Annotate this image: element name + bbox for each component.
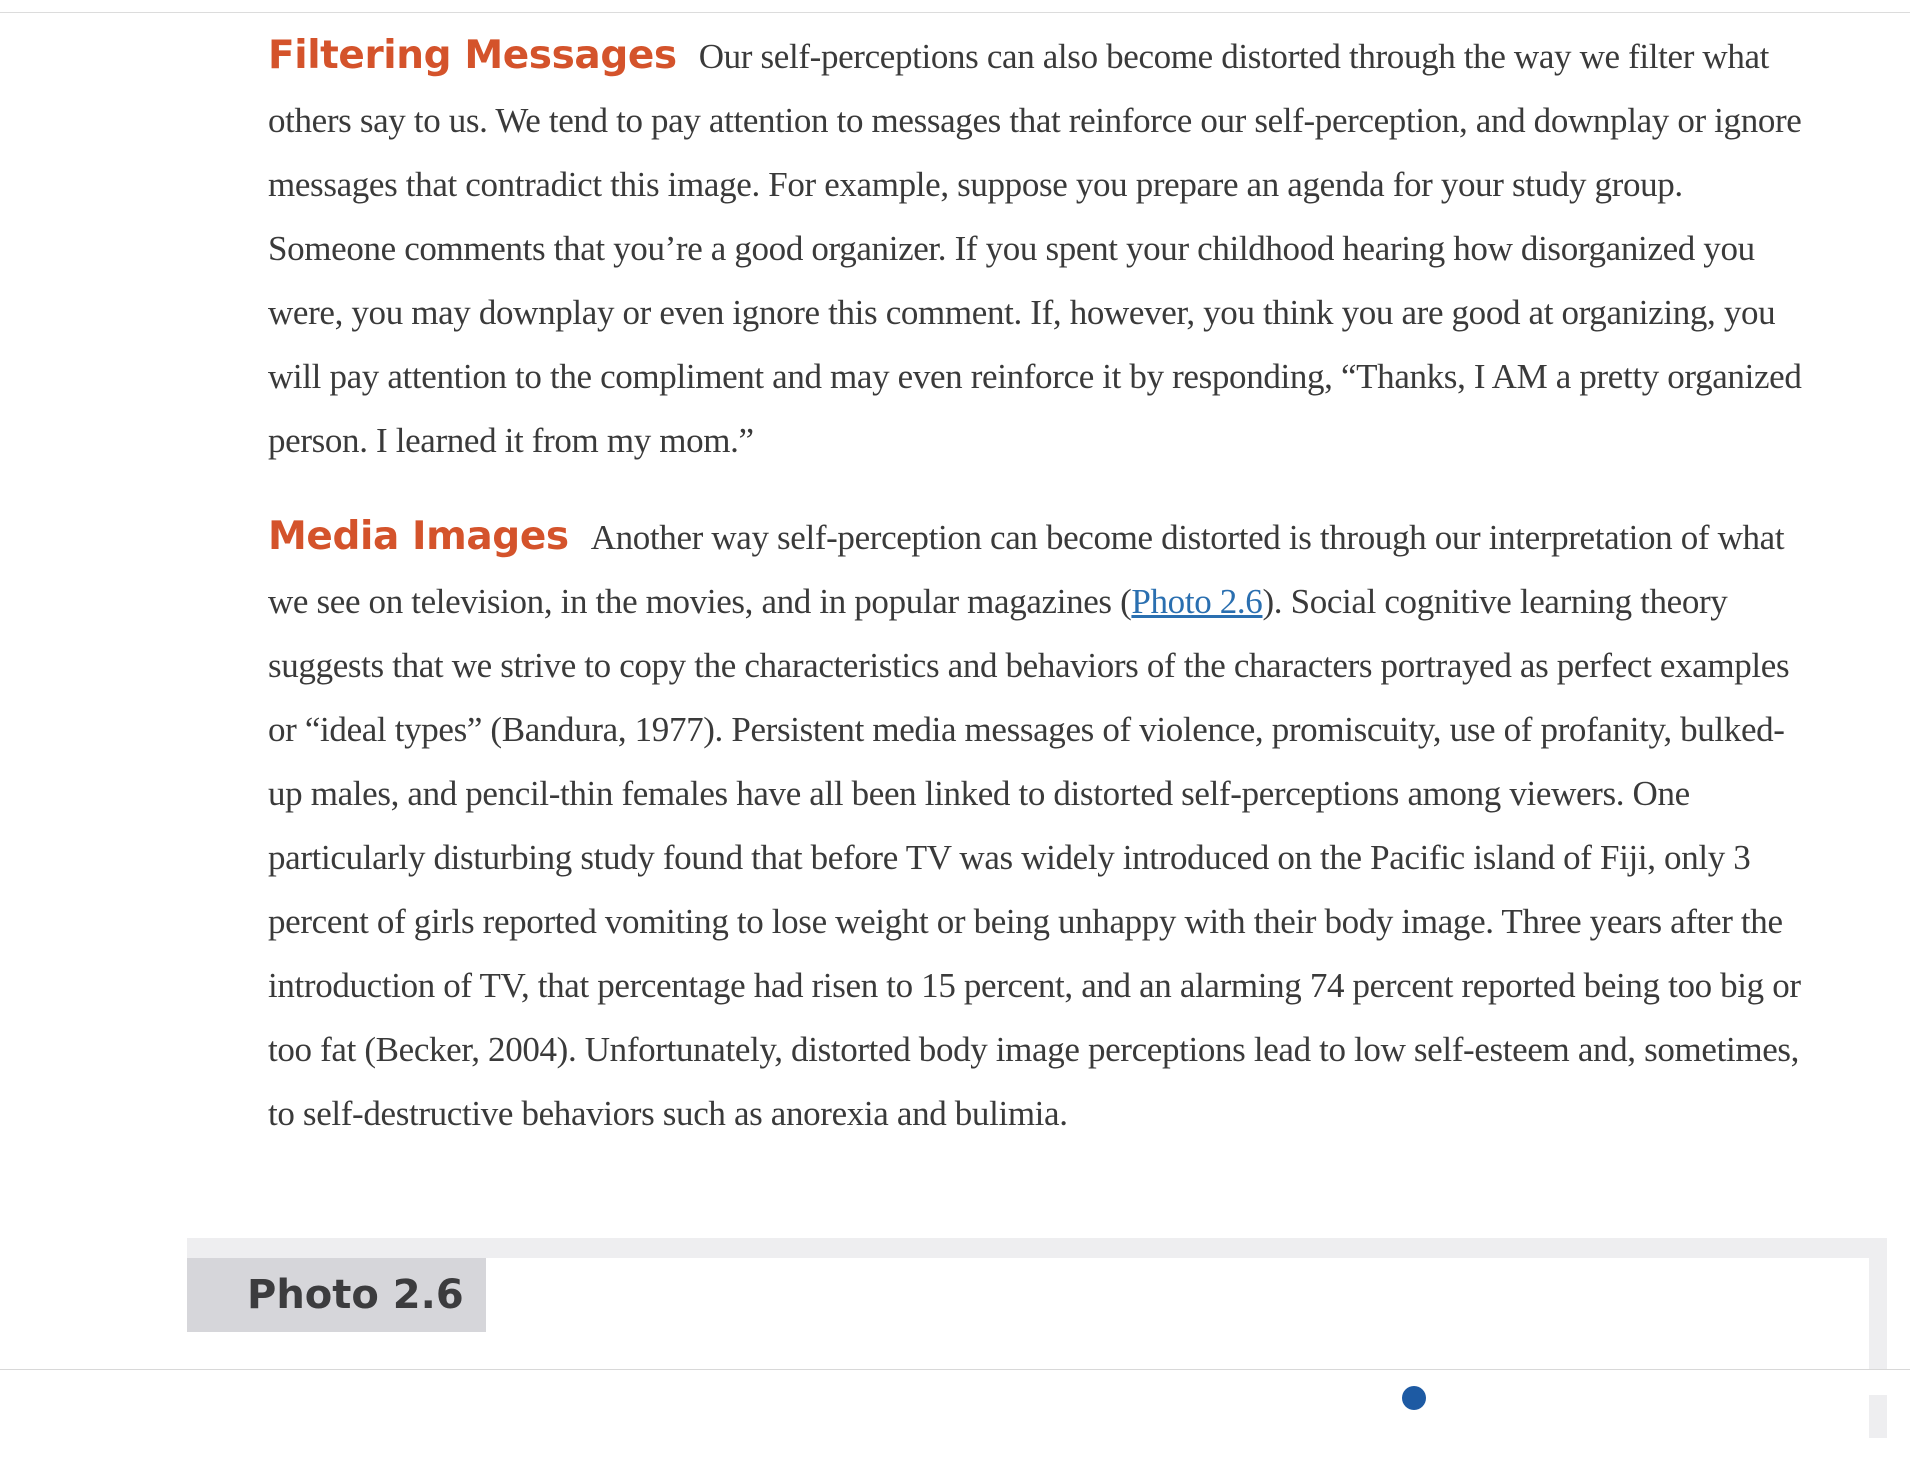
media-images-text-start: Another way self-perception can become distorted is through our interpretation of what we see on television, in the movies, and in popular magazines ( <box>268 518 1785 621</box>
media-images-paragraph <box>268 505 1818 1146</box>
filtering-messages-text: Our self-perceptions can also become distorted through the way we filter what others say to us. We tend to pay attention to messages that reinforce our self-perception, and downplay or ignore messages that contradict this image. For example, suppose you prepare an agenda for your study group. Someone comments that you’re a good organizer. If you spent your childhood hearing how disorganized you were, you may downplay or even ignore this comment. If, however, you think you are good at organizing, you will pay attention to the compliment and may even reinforce it by responding, “Thanks, I AM a pretty organized person. I learned it from my mom.” <box>268 37 1802 460</box>
filtering-messages-paragraph <box>268 24 1818 473</box>
scroll-indicator[interactable] <box>1402 1386 1426 1410</box>
media-images-text-end: ). Social cognitive learning theory suggests that we strive to copy the characteristics and behaviors of the characters portrayed as perfect examples or “ideal types” (Bandura, 1977). Persistent media messages of violence, promiscuity, use of profanity, bulked-up males, and pencil-thin females have all been linked to distorted self-perceptions among viewers. One particularly disturbing study found that before TV was widely introduced on the Pacific island of Fiji, only 3 percent of girls reported vomiting to lose weight or being unhappy with their body image. Three years after the introduction of TV, that percentage had risen to 15 percent, and an alarming 74 percent reported being too big or too fat (Becker, 2004). Unfortunately, distorted body image perceptions lead to low self-esteem and, sometimes, to self-destructive behaviors such as anorexia and bulimia. <box>268 582 1801 1133</box>
media-images-heading: Media Images <box>268 514 569 559</box>
filtering-messages-heading: Filtering Messages <box>268 33 677 78</box>
bottom-toolbar <box>0 1369 1910 1395</box>
top-divider <box>0 0 1910 13</box>
photo-2-6-link[interactable]: Photo 2.6 <box>1131 582 1263 621</box>
photo-box-inner <box>187 1258 1869 1458</box>
photo-box <box>187 1238 1887 1438</box>
article-body <box>268 24 1818 1146</box>
photo-box-label: Photo 2.6 <box>187 1258 486 1332</box>
